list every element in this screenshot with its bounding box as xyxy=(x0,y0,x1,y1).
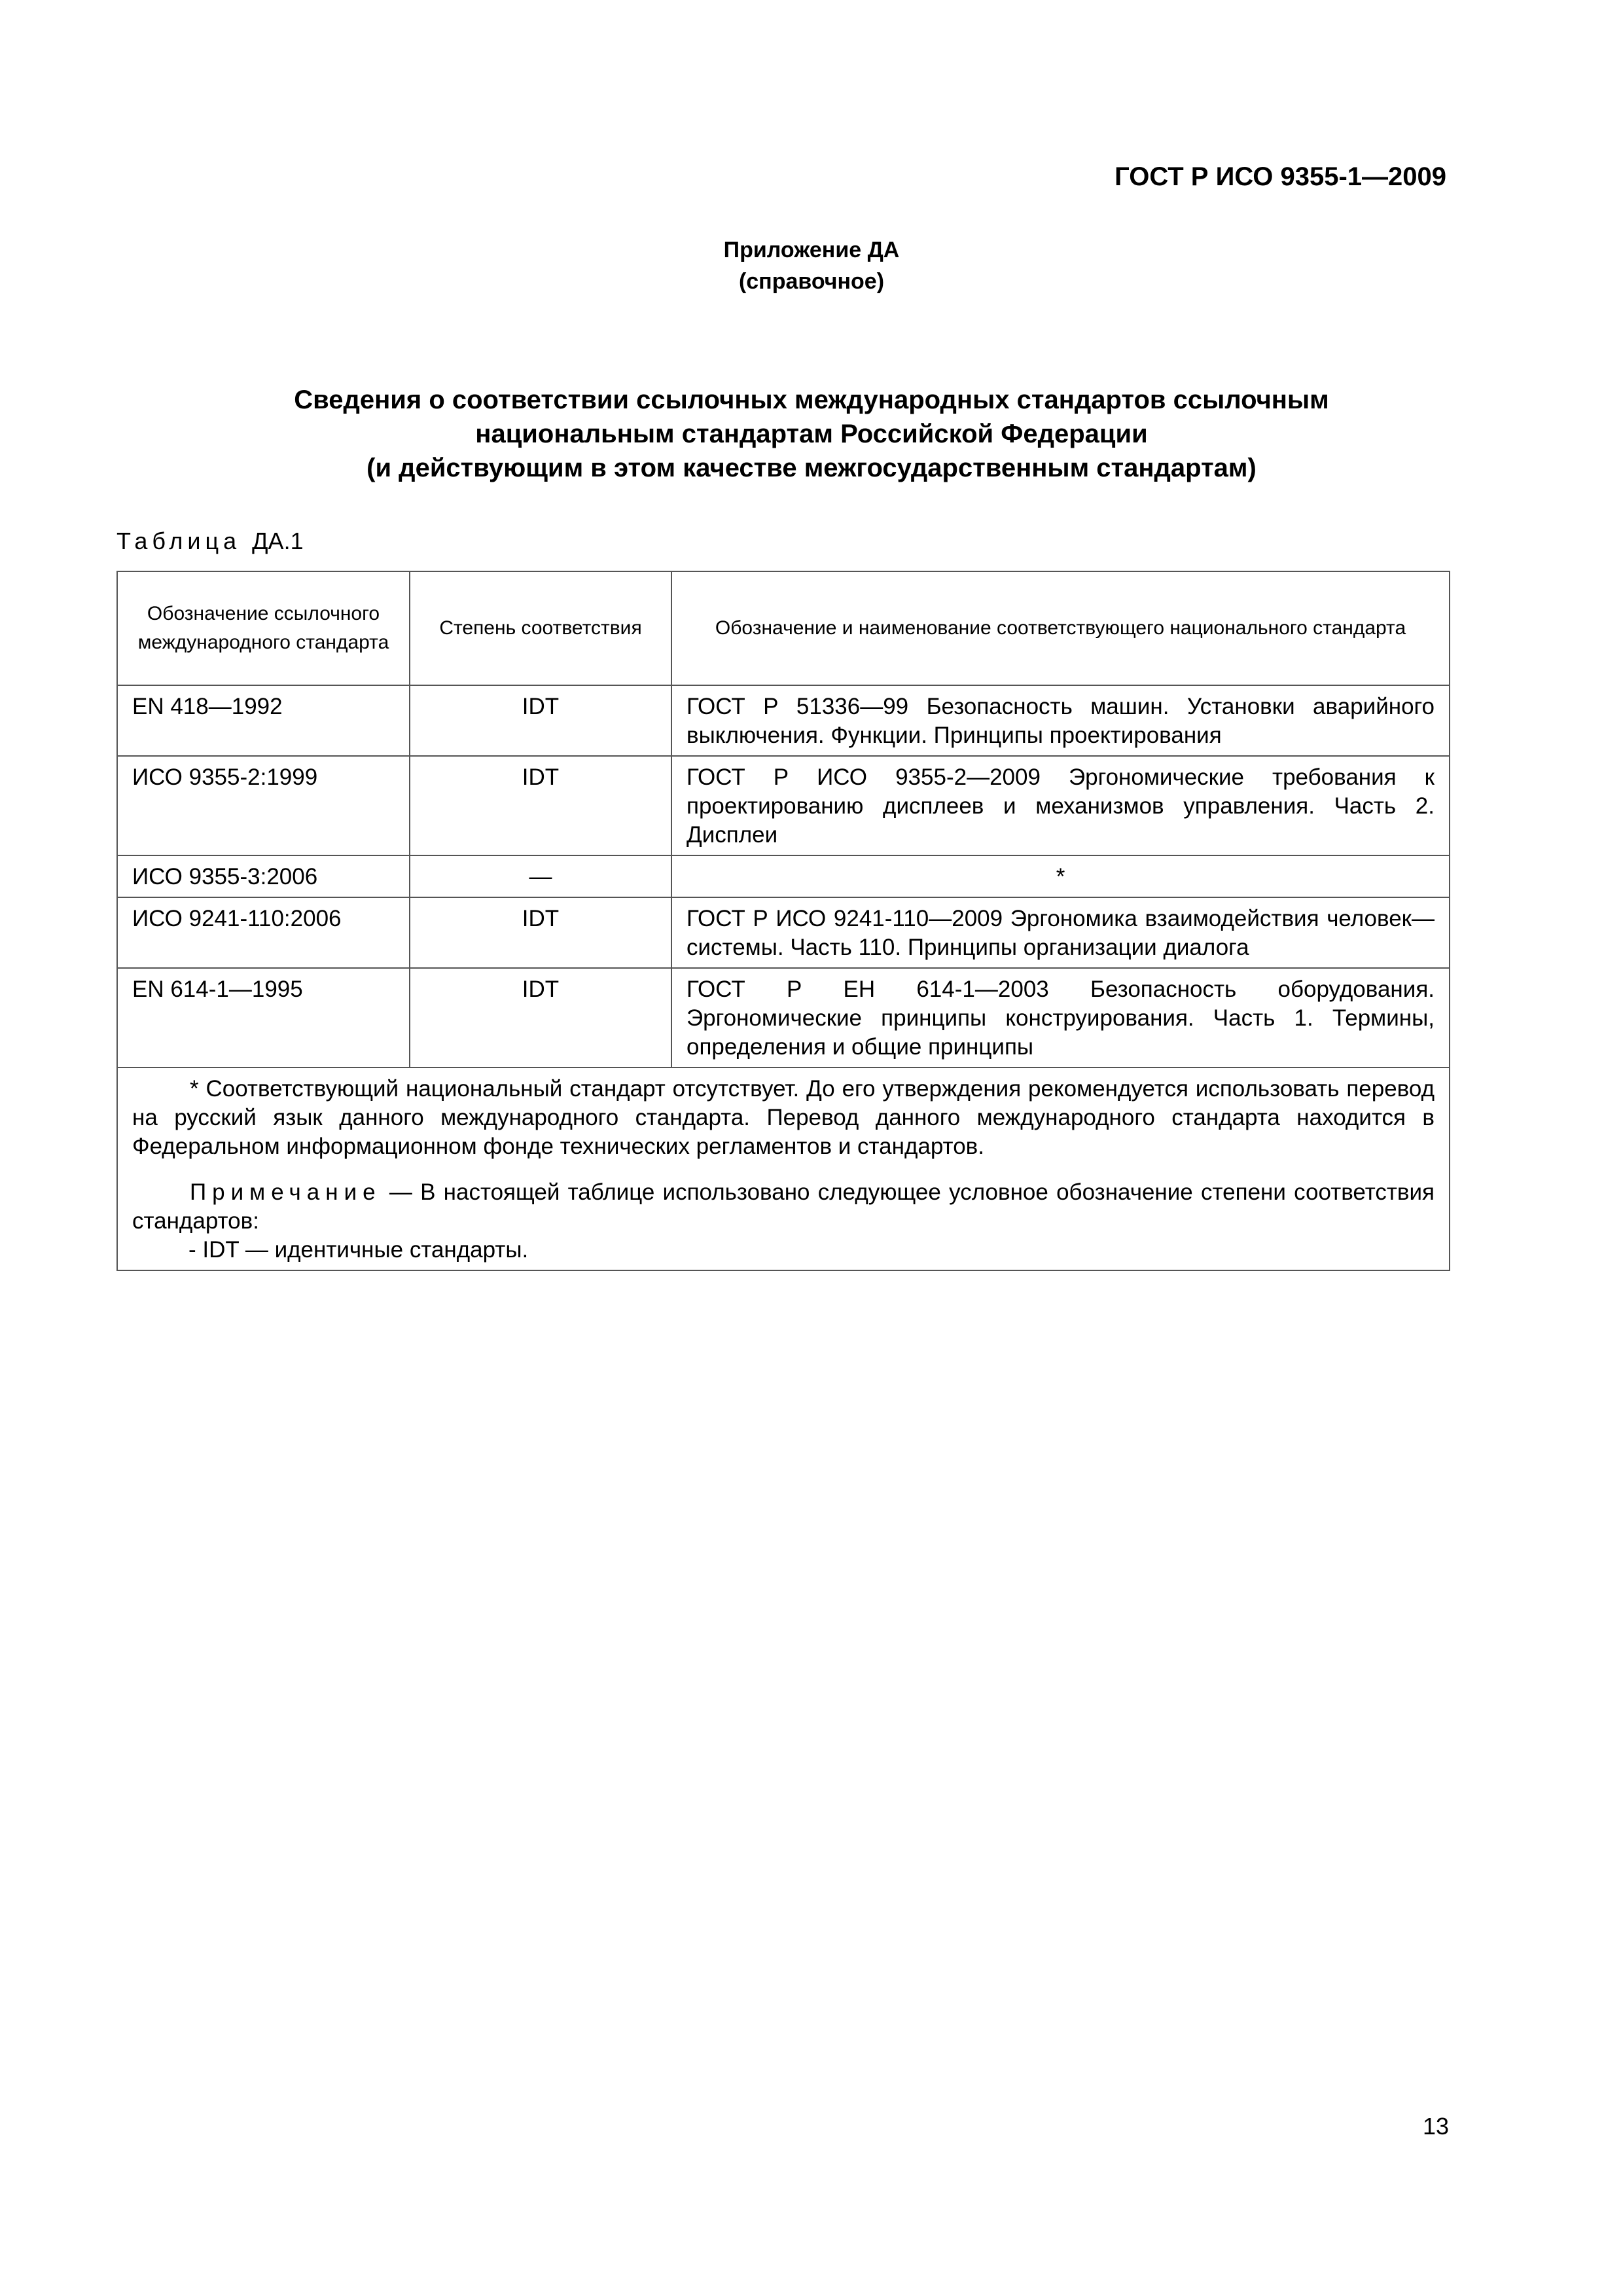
cell-degree: IDT xyxy=(410,685,671,756)
annex-heading xyxy=(0,234,1623,297)
section-title xyxy=(0,383,1623,485)
title-line: национальным стандартам Российской Федерации xyxy=(475,420,1148,448)
cell-national: * xyxy=(671,855,1450,897)
table-row xyxy=(117,855,1450,897)
page-number: 13 xyxy=(1422,2113,1449,2140)
cell-degree: IDT xyxy=(410,756,671,855)
table-note xyxy=(132,1178,1435,1236)
cell-national: ГОСТ Р ИСО 9241-110—2009 Эргономика взаимодействия человек—системы. Часть 110. Принципы организации диалога xyxy=(671,897,1450,968)
annex-title: Приложение ДА xyxy=(723,238,900,262)
correspondence-table xyxy=(116,571,1450,1271)
table-row xyxy=(117,685,1450,756)
cell-degree: — xyxy=(410,855,671,897)
cell-reference: EN 614-1—1995 xyxy=(117,968,410,1067)
note-text: — В настоящей таблице использовано следующее условное обозначение степени соответствия стандартов: xyxy=(132,1179,1435,1234)
table-footer-row xyxy=(117,1067,1450,1270)
annex-type: (справочное) xyxy=(738,269,885,294)
cell-national: ГОСТ Р ИСО 9355-2—2009 Эргономические требования к проектированию дисплеев и механизмов управления. Часть 2. Дисплеи xyxy=(671,756,1450,855)
cell-reference: ИСО 9241-110:2006 xyxy=(117,897,410,968)
table-footnote: * Соответствующий национальный стандарт отсутствует. До его утверждения рекомендуется использовать перевод на русский язык данного международного стандарта. Перевод данного международного стандарта находится в Федеральном информационном фонде технических регламентов и стандартов. xyxy=(132,1076,1435,1159)
table-header-row xyxy=(117,571,1450,685)
cell-degree: IDT xyxy=(410,897,671,968)
title-line: (и действующим в этом качестве межгосударственным стандартам) xyxy=(366,454,1257,482)
table-row xyxy=(117,897,1450,968)
table-row xyxy=(117,756,1450,855)
document-code: ГОСТ Р ИСО 9355-1—2009 xyxy=(1115,162,1446,191)
cell-reference: ИСО 9355-2:1999 xyxy=(117,756,410,855)
table-footnote-cell xyxy=(117,1067,1450,1270)
cell-national: ГОСТ Р 51336—99 Безопасность машин. Установки аварийного выключения. Функции. Принципы проектирования xyxy=(671,685,1450,756)
cell-reference: ИСО 9355-3:2006 xyxy=(117,855,410,897)
table-caption-word: Таблица xyxy=(116,528,241,554)
cell-reference: EN 418—1992 xyxy=(117,685,410,756)
header-degree: Степень соответствия xyxy=(410,571,671,685)
note-list-item: - IDT — идентичные стандарты. xyxy=(188,1237,529,1263)
header-national-standard: Обозначение и наименование соответствующего национального стандарта xyxy=(671,571,1450,685)
table-caption xyxy=(116,528,304,555)
table-row xyxy=(117,968,1450,1067)
cell-degree: IDT xyxy=(410,968,671,1067)
title-line: Сведения о соответствии ссылочных международных стандартов ссылочным xyxy=(294,386,1329,414)
table-caption-number: ДА.1 xyxy=(252,528,304,554)
cell-national: ГОСТ Р ЕН 614-1—2003 Безопасность оборудования. Эргономические принципы конструирования. Часть 1. Термины, определения и общие принципы xyxy=(671,968,1450,1067)
note-label: Примечание xyxy=(190,1179,382,1205)
header-reference-standard: Обозначение ссылочного международного стандарта xyxy=(117,571,410,685)
